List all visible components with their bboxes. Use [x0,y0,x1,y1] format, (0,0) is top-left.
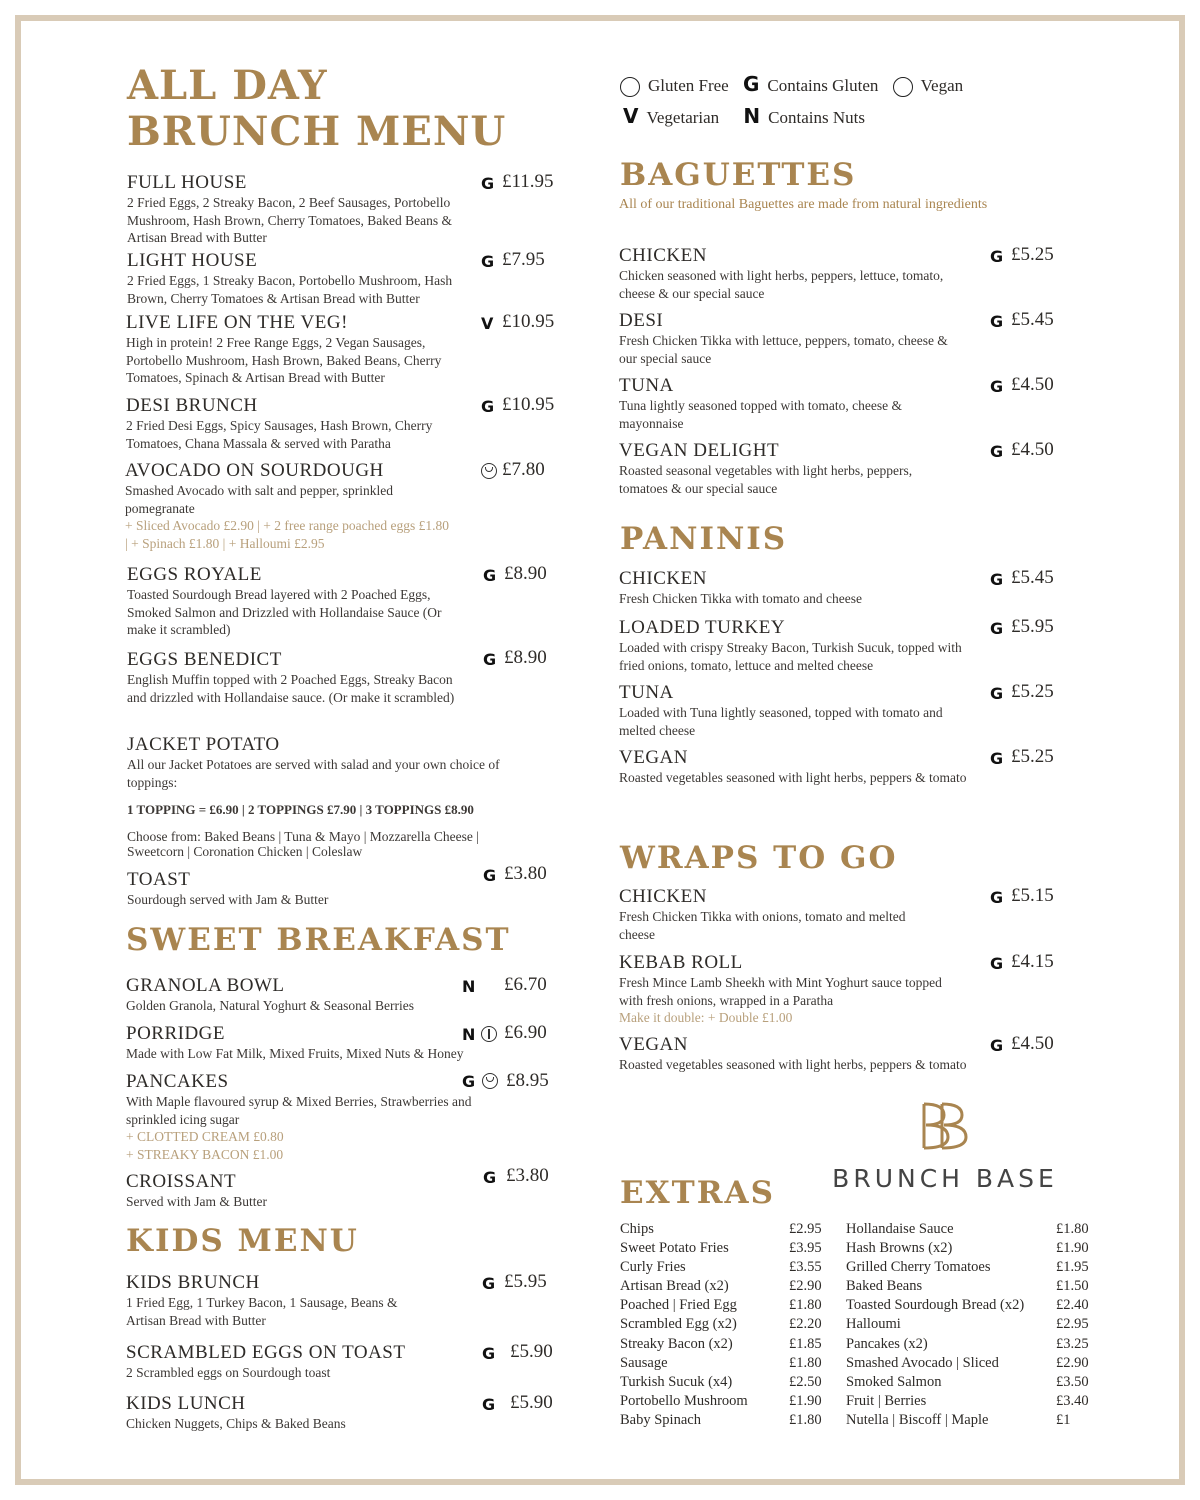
item-desc: Fresh Chicken Tikka with onions, tomato and melted cheese [619,909,906,942]
item-price: £5.90 [510,1392,553,1413]
item-price: £4.50 [1011,1033,1054,1054]
item-desc: Smashed Avocado with salt and pepper, sprinkled pomegranate [125,483,394,516]
extras-item-price: £2.95 [789,1221,822,1237]
item-desc: Made with Low Fat Milk, Mixed Fruits, Mixed Nuts & Honey [126,1046,464,1061]
item-addons: + Sliced Avocado £2.90 | + 2 free range poached eggs £1.80 | + Spinach £1.80 | + Halloumi £2.95 [125,518,449,551]
gluten-tag: G [483,650,497,669]
item-price: £5.25 [1011,244,1054,265]
extras-item-name: Toasted Sourdough Bread (x2) [846,1297,1025,1314]
extras-item-price: £3.55 [789,1259,822,1276]
menu-item-pancakes [126,1071,486,1163]
jacket-toppings-prices: 1 TOPPING = £6.90 | 2 TOPPINGS £7.90 | 3 TOPPINGS £8.90 [127,802,474,817]
item-price: £4.50 [1011,439,1054,460]
item-price: £7.80 [502,459,545,480]
gluten-free-icon [620,77,640,97]
item-name: PANCAKES [126,1071,229,1092]
extras-item-name: Turkish Sucuk (x4) [620,1373,733,1390]
menu-item-panini-tuna [619,682,969,739]
item-price: £6.70 [504,974,547,995]
gluten-tag: G [990,377,1004,396]
gluten-tag: G [481,252,495,271]
gluten-tag: G [482,1344,496,1363]
extras-item-price: £1.85 [789,1335,822,1352]
item-price: £5.95 [504,1271,547,1292]
extras-row [620,1259,830,1278]
extras-item-name: Sweet Potato Fries [620,1240,729,1257]
item-desc: Golden Granola, Natural Yoghurt & Seasonal Berries [126,998,414,1013]
extras-row [846,1374,1096,1393]
item-price: £4.50 [1011,374,1054,395]
item-name: DESI [619,310,664,331]
item-desc: All our Jacket Potatoes are served with salad and your own choice of toppings: [127,757,500,790]
extras-item-name: Scrambled Egg (x2) [620,1316,737,1333]
item-name: EGGS BENEDICT [127,649,282,670]
menu-item-kids-brunch [126,1272,426,1329]
extras-list-left [620,1221,830,1431]
legend-vegan: Vegan [920,76,964,95]
menu-item-wrap-kebab-roll [619,952,949,1027]
extras-item-name: Poached | Fried Egg [620,1297,737,1314]
extras-item-price: £1.90 [789,1392,822,1409]
legend-vegetarian: Vegetarian [646,108,720,127]
menu-item-porridge [126,1023,491,1063]
extras-item-price: £3.50 [1056,1373,1089,1390]
item-name: TUNA [619,375,674,396]
extras-item-name: Pancakes (x2) [846,1335,928,1352]
extras-row [846,1336,1096,1355]
extras-row [620,1316,830,1335]
item-name: AVOCADO ON SOURDOUGH [125,460,384,481]
extras-item-price: £2.50 [789,1373,822,1390]
gluten-tag: G [990,954,1004,973]
item-desc: 2 Fried Eggs, 2 Streaky Bacon, 2 Beef Sausages, Portobello Mushroom, Hash Brown, Cherry Tomatoes, Baked Beans & Artisan Bread with Butter [127,195,453,245]
brand-monogram-icon [830,1098,1060,1158]
extras-item-name: Chips [620,1221,654,1237]
vegan-icon [481,463,497,479]
extras-item-name: Baked Beans [846,1278,923,1295]
item-price: £5.25 [1011,681,1054,702]
legend [620,72,1040,134]
item-desc: Toasted Sourdough Bread layered with 2 Poached Eggs, Smoked Salmon and Drizzled with Hollandaise Sauce (Or make it scrambled) [127,587,442,637]
extras-row [846,1259,1096,1278]
item-desc: With Maple flavoured syrup & Mixed Berries, Strawberries and sprinkled icing sugar [126,1094,472,1127]
item-name: JACKET POTATO [127,734,280,755]
gluten-tag: G [481,397,495,416]
vegan-icon [482,1073,498,1089]
item-addon-streaky-bacon: + STREAKY BACON £1.00 [126,1146,284,1162]
gluten-tag: G [990,442,1004,461]
menu-item-avocado-on-sourdough [125,460,455,552]
brand-name: BRUNCH BASE [832,1164,1058,1193]
gluten-letter-icon: G [742,72,760,96]
item-desc: Fresh Mince Lamb Sheekh with Mint Yoghurt sauce topped with fresh onions, wrapped in a Paratha [619,975,942,1008]
menu-title-line2: BRUNCH MENU [127,108,507,155]
item-name: DESI BRUNCH [126,395,258,416]
gluten-free-icon [481,1026,497,1042]
extras-row [620,1240,830,1259]
extras-item-name: Smashed Avocado | Sliced [846,1354,999,1371]
item-name: TUNA [619,682,674,703]
item-name: CHICKEN [619,568,707,589]
item-name: VEGAN [619,1034,688,1055]
item-name: VEGAN DELIGHT [619,440,780,461]
menu-item-granola-bowl [126,975,471,1015]
item-price: £8.95 [506,1070,549,1091]
item-name: LOADED TURKEY [619,617,786,638]
gluten-tag: G [990,749,1004,768]
item-name: GRANOLA BOWL [126,975,285,996]
extras-item-name: Curly Fries [620,1259,686,1276]
extras-item-name: Streaky Bacon (x2) [620,1335,733,1352]
menu-item-baguette-chicken [619,245,949,302]
extras-item-name: Smoked Salmon [846,1373,942,1390]
menu-item-panini-loaded-turkey [619,617,979,674]
nuts-tag: N [462,977,476,996]
extras-row [846,1278,1096,1297]
item-name: KIDS BRUNCH [126,1272,260,1293]
extras-item-price: £3.40 [1056,1392,1089,1409]
menu-item-baguette-desi [619,310,949,367]
nuts-letter-icon: N [743,104,761,128]
item-desc: Sourdough served with Jam & Butter [127,892,329,907]
extras-item-price: £2.95 [1056,1316,1089,1333]
item-desc: Loaded with crispy Streaky Bacon, Turkish Sucuk, topped with fried onions, tomato, lettuce and melted cheese [619,640,962,673]
legend-contains-gluten: Contains Gluten [767,76,879,95]
brand-logo [830,1098,1060,1193]
extras-row [620,1336,830,1355]
extras-item-price: £1.80 [789,1297,822,1314]
extras-item-name: Baby Spinach [620,1411,701,1428]
menu-item-light-house [127,250,487,307]
item-desc: Roasted vegetables seasoned with light herbs, peppers & tomato [619,1057,967,1072]
item-name: LIVE LIFE ON THE VEG! [126,312,348,333]
item-name: KIDS LUNCH [126,1393,246,1414]
item-name: CROISSANT [126,1171,237,1192]
item-price: £10.95 [502,311,555,332]
section-title-paninis: PANINIS [620,521,788,557]
extras-item-name: Fruit | Berries [846,1392,927,1409]
item-price: £5.90 [510,1341,553,1362]
item-name: VEGAN [619,747,688,768]
gluten-tag: G [483,866,497,885]
menu-item-desi-brunch [126,395,471,452]
extras-row [620,1278,830,1297]
extras-item-name: Halloumi [846,1316,901,1333]
gluten-tag: G [482,1395,496,1414]
item-desc: Loaded with Tuna lightly seasoned, topped with tomato and melted cheese [619,705,943,738]
extras-row [846,1316,1096,1335]
menu-item-eggs-royale [127,564,472,639]
item-price: £3.80 [506,1165,549,1186]
extras-item-name: Sausage [620,1354,668,1371]
extras-item-price: £1.80 [789,1411,822,1428]
item-price: £11.95 [502,171,554,192]
extras-row [846,1240,1096,1259]
gluten-tag: G [462,1072,476,1091]
extras-item-name: Grilled Cherry Tomatoes [846,1259,991,1276]
menu-title-line1: ALL DAY [127,62,328,109]
extras-item-price: £2.90 [789,1278,822,1295]
item-addon-clotted-cream: + CLOTTED CREAM £0.80 [126,1129,284,1144]
section-title-wraps-to-go: WRAPS TO GO [620,840,898,876]
item-name: PORRIDGE [126,1023,226,1044]
extras-row [620,1297,830,1316]
gluten-tag: G [483,1168,497,1187]
item-name: CHICKEN [619,886,707,907]
extras-item-name: Hollandaise Sauce [846,1221,954,1237]
menu-item-kids-lunch [126,1393,471,1433]
item-desc: Roasted seasonal vegetables with light herbs, peppers, tomatoes & our special sauce [619,463,913,496]
item-desc: High in protein! 2 Free Range Eggs, 2 Vegan Sausages, Portobello Mushroom, Hash Brown, Baked Beans, Cherry Tomatoes, Spinach & Artisan Bread with Butter [126,335,442,385]
item-name: CHICKEN [619,245,707,266]
menu-title [127,62,507,155]
menu-item-baguette-tuna [619,375,949,432]
extras-item-name: Portobello Mushroom [620,1392,748,1409]
extras-row [846,1355,1096,1374]
gluten-tag: G [990,684,1004,703]
item-price: £5.15 [1011,885,1054,906]
extras-item-price: £1.50 [1056,1278,1089,1295]
item-desc: Roasted vegetables seasoned with light herbs, peppers & tomato [619,770,967,785]
extras-row [620,1221,830,1240]
extras-item-price: £2.20 [789,1316,822,1333]
menu-item-panini-chicken [619,568,969,608]
vegetarian-letter-icon: V [623,104,639,128]
item-name: SCRAMBLED EGGS ON TOAST [126,1342,406,1363]
extras-row [846,1221,1096,1240]
menu-item-toast [127,869,472,909]
item-price: £8.90 [504,647,547,668]
item-name: TOAST [127,869,191,890]
menu-item-croissant [126,1171,471,1211]
baguettes-note: All of our traditional Baguettes are made from natural ingredients [619,197,988,212]
item-desc: 1 Fried Egg, 1 Turkey Bacon, 1 Sausage, Beans & Artisan Bread with Butter [126,1295,398,1328]
item-desc: Served with Jam & Butter [126,1194,267,1209]
vegetarian-tag: V [481,314,494,333]
extras-item-price: £1 [1056,1411,1071,1428]
item-price: £10.95 [502,394,555,415]
item-addon-double: Make it double: + Double £1.00 [619,1010,793,1025]
menu-item-wrap-chicken [619,886,919,943]
item-desc: Fresh Chicken Tikka with lettuce, peppers, tomato, cheese & our special sauce [619,333,948,366]
gluten-tag: G [990,888,1004,907]
item-desc: Fresh Chicken Tikka with tomato and cheese [619,591,862,606]
extras-row [620,1412,830,1431]
item-desc: English Muffin topped with 2 Poached Eggs, Streaky Bacon and drizzled with Hollandaise sauce. (Or make it scrambled) [127,672,455,705]
extras-row [846,1412,1096,1431]
extras-item-price: £1.90 [1056,1240,1089,1257]
menu-item-panini-vegan [619,747,979,787]
item-desc: Tuna lightly seasoned topped with tomato, cheese & mayonnaise [619,398,902,431]
extras-list-right [846,1221,1096,1431]
item-price: £5.25 [1011,746,1054,767]
menu-item-full-house [127,172,487,247]
extras-row [846,1393,1096,1412]
section-title-baguettes: BAGUETTES [620,157,857,193]
gluten-tag: G [482,1274,496,1293]
gluten-tag: G [990,619,1004,638]
extras-item-price: £1.80 [789,1354,822,1371]
extras-item-price: £3.95 [789,1240,822,1257]
item-name: KEBAB ROLL [619,952,743,973]
vegan-icon [893,77,913,97]
item-desc: Chicken Nuggets, Chips & Baked Beans [126,1416,346,1431]
item-price: £5.45 [1011,309,1054,330]
item-price: £8.90 [504,563,547,584]
extras-item-price: £3.25 [1056,1335,1089,1352]
item-name: LIGHT HOUSE [127,250,258,271]
gluten-tag: G [990,247,1004,266]
extras-row [620,1355,830,1374]
gluten-tag: G [990,1036,1004,1055]
item-name: EGGS ROYALE [127,564,262,585]
menu-item-scrambled-eggs-on-toast [126,1342,471,1382]
legend-nuts: Contains Nuts [768,108,865,127]
gluten-tag: G [481,174,495,193]
item-price: £4.15 [1011,951,1054,972]
extras-item-name: Nutella | Biscoff | Maple [846,1411,989,1428]
gluten-tag: G [990,312,1004,331]
extras-item-name: Hash Browns (x2) [846,1240,953,1257]
item-price: £5.45 [1011,567,1054,588]
extras-item-name: Artisan Bread (x2) [620,1278,729,1295]
item-price: £5.95 [1011,616,1054,637]
section-title-extras: EXTRAS [620,1175,775,1211]
item-price: £7.95 [502,249,545,270]
extras-item-price: £2.90 [1056,1354,1089,1371]
item-price: £3.80 [504,863,547,884]
item-name: FULL HOUSE [127,172,247,193]
extras-row [846,1297,1096,1316]
gluten-tag: G [483,566,497,585]
extras-row [620,1374,830,1393]
item-desc: 2 Fried Desi Eggs, Spicy Sausages, Hash Brown, Cherry Tomatoes, Chana Massala & served with Paratha [126,418,433,451]
extras-item-price: £1.95 [1056,1259,1089,1276]
item-desc: 2 Fried Eggs, 1 Streaky Bacon, Portobello Mushroom, Hash Brown, Cherry Tomatoes & Artisan Bread with Butter [127,273,453,306]
menu-item-wrap-vegan [619,1034,979,1074]
item-desc: Chicken seasoned with light herbs, peppers, lettuce, tomato, cheese & our special sauce [619,268,944,301]
jacket-toppings-choices: Choose from: Baked Beans | Tuna & Mayo | Mozzarella Cheese | Sweetcorn | Coronation Chicken | Coleslaw [127,828,479,859]
menu-item-live-life-on-the-veg [126,312,471,387]
nuts-tag: N [462,1025,476,1044]
gluten-tag: G [990,570,1004,589]
menu-item-baguette-vegan-delight [619,440,959,497]
extras-row [620,1393,830,1412]
section-title-sweet-breakfast: SWEET BREAKFAST [126,922,511,958]
item-desc: 2 Scrambled eggs on Sourdough toast [126,1365,331,1380]
section-title-kids-menu: KIDS MENU [126,1223,359,1259]
menu-item-eggs-benedict [127,649,457,706]
legend-gluten-free: Gluten Free [648,76,729,95]
extras-item-price: £1.80 [1056,1221,1089,1237]
menu-item-jacket-potato [127,734,507,859]
extras-item-price: £2.40 [1056,1297,1089,1314]
item-price: £6.90 [504,1022,547,1043]
